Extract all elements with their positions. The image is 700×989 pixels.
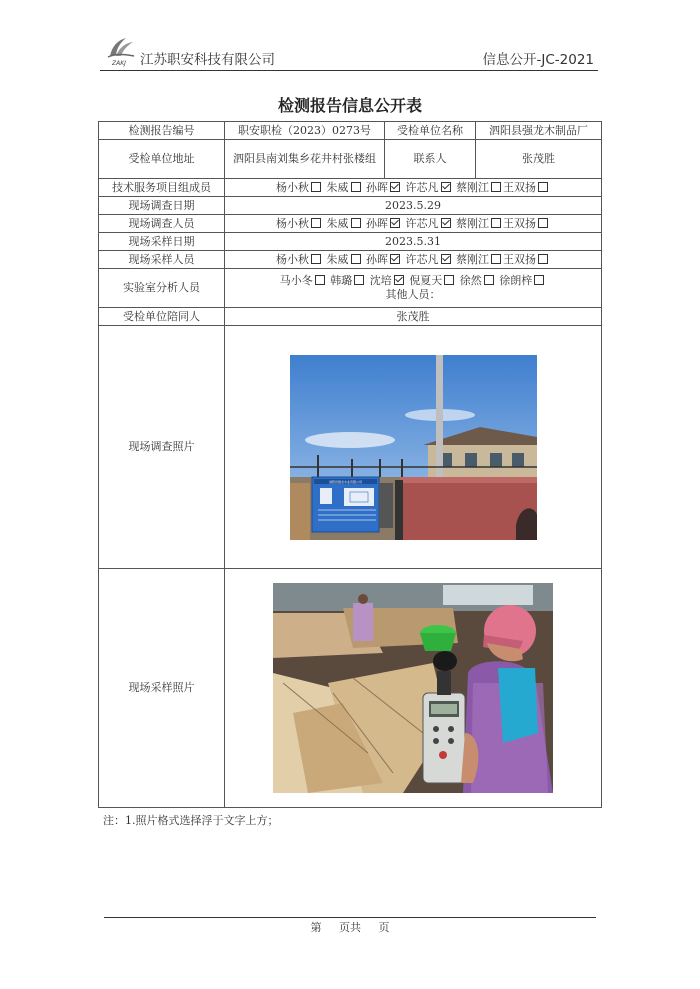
company-logo xyxy=(104,34,138,68)
checkbox-checked xyxy=(441,182,451,192)
row-escort xyxy=(99,308,602,326)
value-escort: 张茂胜 xyxy=(225,308,602,326)
label-escort: 受检单位陪同人 xyxy=(99,308,225,326)
row-surveyors xyxy=(99,215,602,233)
survey-photo-cell xyxy=(225,326,602,569)
footer-page: 第 xyxy=(310,921,322,934)
checkbox-unchecked xyxy=(444,275,454,285)
checkbox-unchecked xyxy=(354,275,364,285)
value-survey-date: 2023.5.29 xyxy=(225,197,602,215)
checkbox-unchecked xyxy=(351,218,361,228)
footer-of: 页共 xyxy=(339,921,361,934)
label-sampling-date: 现场采样日期 xyxy=(99,233,225,251)
label-unit-name: 受检单位名称 xyxy=(385,122,476,140)
checkbox-unchecked xyxy=(311,254,321,264)
page-footer xyxy=(0,919,700,935)
report-table xyxy=(98,121,602,808)
surveyors: 杨小秋 朱威 孙晖 许芯凡 蔡刚江 王双扬 xyxy=(225,215,602,233)
checkbox-unchecked xyxy=(311,218,321,228)
checkbox-unchecked xyxy=(351,182,361,192)
other-staff: 其他人员： xyxy=(385,288,441,301)
page-title: 检测报告信息公开表 xyxy=(277,96,422,115)
svg-text:ZAKJ: ZAKJ xyxy=(112,60,126,67)
document-number: 信息公开-JC-2021 xyxy=(482,52,594,68)
value-report-number: 职安职检（2023）0273号 xyxy=(225,122,385,140)
checkbox-unchecked xyxy=(534,275,544,285)
row-team xyxy=(99,179,602,197)
checkbox-unchecked xyxy=(538,254,548,264)
value-address: 泗阳县南刘集乡花井村张楼组 xyxy=(225,140,385,179)
row-sampling-date xyxy=(99,233,602,251)
checkbox-unchecked xyxy=(315,275,325,285)
checkbox-checked xyxy=(390,218,400,228)
page-header xyxy=(100,34,598,71)
team-members: 杨小秋 朱威 孙晖 许芯凡 蔡刚江 王双扬 xyxy=(225,179,602,197)
label-samplers: 现场采样人员 xyxy=(99,251,225,269)
footer-total: 页 xyxy=(378,921,390,934)
row-report-number xyxy=(99,122,602,140)
row-survey-date xyxy=(99,197,602,215)
checkbox-checked xyxy=(390,254,400,264)
row-sampling-photo xyxy=(99,569,602,808)
row-samplers xyxy=(99,251,602,269)
label-survey-photo: 现场调查照片 xyxy=(99,326,225,569)
checkbox-unchecked xyxy=(491,254,501,264)
checkbox-unchecked xyxy=(538,182,548,192)
row-address xyxy=(99,140,602,179)
checkbox-checked xyxy=(441,254,451,264)
lab-members: 马小冬 韩璐 沈培 倪夏天 徐然 徐朗梓 其他人员： xyxy=(225,269,602,308)
label-contact: 联系人 xyxy=(385,140,476,179)
label-team: 技术服务项目组成员 xyxy=(99,179,225,197)
checkbox-unchecked xyxy=(491,182,501,192)
checkbox-checked xyxy=(390,182,400,192)
footnote: 注：1.照片格式选择浮于文字上方； xyxy=(103,814,279,827)
checkbox-unchecked xyxy=(351,254,361,264)
value-contact: 张茂胜 xyxy=(476,140,602,179)
checkbox-checked xyxy=(441,218,451,228)
samplers: 杨小秋 朱威 孙晖 许芯凡 蔡刚江 王双扬 xyxy=(225,251,602,269)
value-sampling-date: 2023.5.31 xyxy=(225,233,602,251)
row-survey-photo xyxy=(99,326,602,569)
row-lab xyxy=(99,269,602,308)
svg-text:泗阳县强龙木业有限公司: 泗阳县强龙木业有限公司 xyxy=(328,479,362,484)
checkbox-unchecked xyxy=(538,218,548,228)
label-survey-date: 现场调查日期 xyxy=(99,197,225,215)
checkbox-checked xyxy=(394,275,404,285)
sampling-photo-cell xyxy=(225,569,602,808)
footer-divider xyxy=(104,917,596,918)
label-report-number: 检测报告编号 xyxy=(99,122,225,140)
value-unit-name: 泗阳县强龙木制品厂 xyxy=(476,122,602,140)
label-surveyors: 现场调查人员 xyxy=(99,215,225,233)
checkbox-unchecked xyxy=(484,275,494,285)
label-lab: 实验室分析人员 xyxy=(99,269,225,308)
sampling-photo xyxy=(273,583,553,793)
label-address: 受检单位地址 xyxy=(99,140,225,179)
checkbox-unchecked xyxy=(491,218,501,228)
checkbox-unchecked xyxy=(311,182,321,192)
survey-photo xyxy=(290,355,537,540)
company-name: 江苏职安科技有限公司 xyxy=(140,52,275,68)
label-sampling-photo: 现场采样照片 xyxy=(99,569,225,808)
